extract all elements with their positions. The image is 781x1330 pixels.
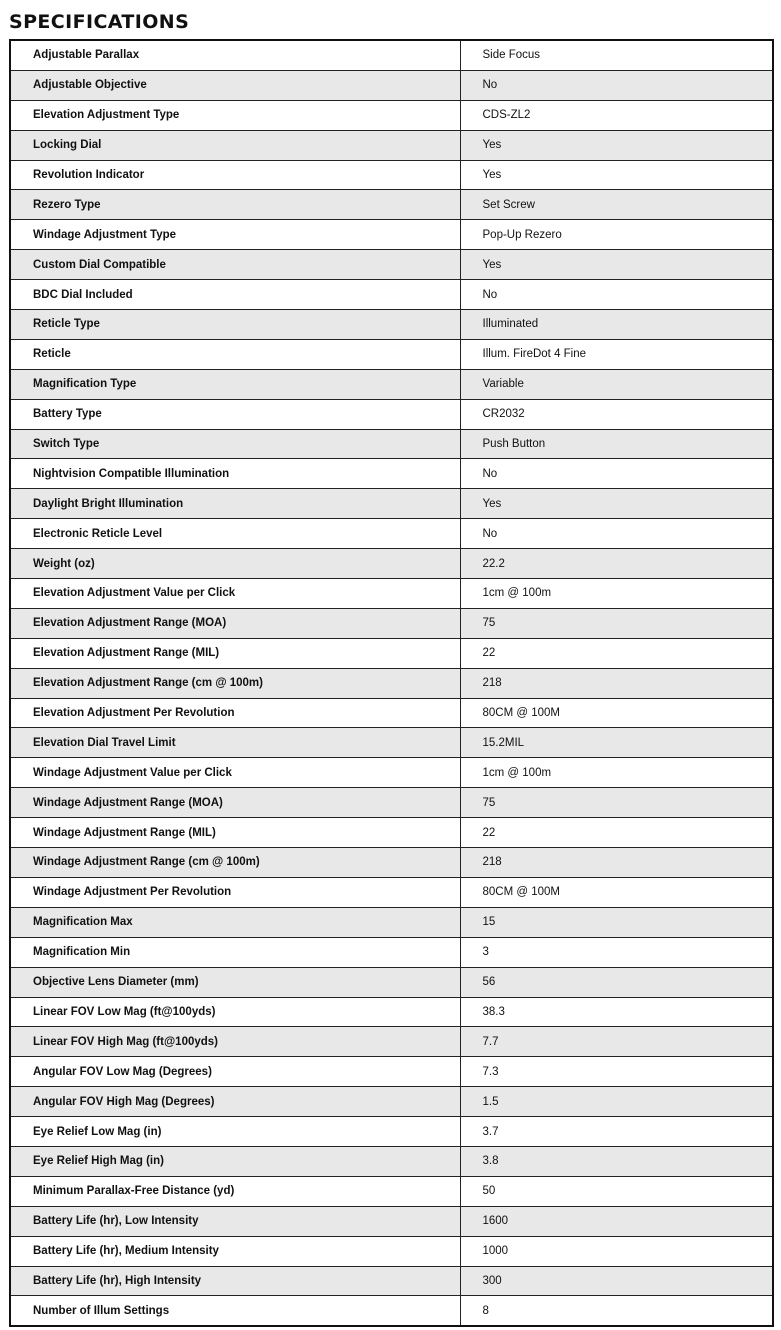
table-row xyxy=(10,310,773,340)
spec-label: Electronic Reticle Level xyxy=(10,519,460,549)
spec-label: Magnification Max xyxy=(10,907,460,937)
spec-value: Yes xyxy=(460,130,773,160)
table-row xyxy=(10,339,773,369)
table-row xyxy=(10,818,773,848)
table-row xyxy=(10,220,773,250)
table-row xyxy=(10,758,773,788)
spec-label: Objective Lens Diameter (mm) xyxy=(10,967,460,997)
spec-label: Battery Life (hr), High Intensity xyxy=(10,1266,460,1296)
spec-value: Yes xyxy=(460,160,773,190)
spec-label: BDC Dial Included xyxy=(10,280,460,310)
table-row xyxy=(10,70,773,100)
table-row xyxy=(10,1057,773,1087)
table-row xyxy=(10,877,773,907)
spec-label: Revolution Indicator xyxy=(10,160,460,190)
table-row xyxy=(10,519,773,549)
spec-value: Set Screw xyxy=(460,190,773,220)
table-row xyxy=(10,1206,773,1236)
spec-value: 56 xyxy=(460,967,773,997)
spec-label: Elevation Adjustment Value per Click xyxy=(10,579,460,609)
spec-value: 80CM @ 100M xyxy=(460,877,773,907)
table-row xyxy=(10,907,773,937)
spec-label: Number of Illum Settings xyxy=(10,1296,460,1326)
spec-label: Windage Adjustment Range (cm @ 100m) xyxy=(10,848,460,878)
spec-label: Battery Type xyxy=(10,399,460,429)
spec-value: 1cm @ 100m xyxy=(460,579,773,609)
spec-value: 1000 xyxy=(460,1236,773,1266)
spec-value: 3.8 xyxy=(460,1146,773,1176)
section-title: SPECIFICATIONS xyxy=(9,11,190,33)
spec-value: Pop-Up Rezero xyxy=(460,220,773,250)
spec-value: 1cm @ 100m xyxy=(460,758,773,788)
spec-label: Linear FOV High Mag (ft@100yds) xyxy=(10,1027,460,1057)
table-row xyxy=(10,967,773,997)
spec-value: 7.3 xyxy=(460,1057,773,1087)
table-row xyxy=(10,668,773,698)
spec-value: 7.7 xyxy=(460,1027,773,1057)
spec-value: 38.3 xyxy=(460,997,773,1027)
spec-value: Variable xyxy=(460,369,773,399)
table-row xyxy=(10,1266,773,1296)
spec-value: CR2032 xyxy=(460,399,773,429)
spec-label: Eye Relief High Mag (in) xyxy=(10,1146,460,1176)
specifications-table-body xyxy=(10,40,773,1326)
spec-label: Weight (oz) xyxy=(10,549,460,579)
table-row xyxy=(10,250,773,280)
table-row xyxy=(10,489,773,519)
spec-value: No xyxy=(460,459,773,489)
spec-value: No xyxy=(460,519,773,549)
spec-value: 8 xyxy=(460,1296,773,1326)
spec-label: Eye Relief Low Mag (in) xyxy=(10,1117,460,1147)
spec-label: Windage Adjustment Type xyxy=(10,220,460,250)
spec-label: Elevation Dial Travel Limit xyxy=(10,728,460,758)
table-row xyxy=(10,1117,773,1147)
table-row xyxy=(10,429,773,459)
spec-label: Elevation Adjustment Range (MIL) xyxy=(10,638,460,668)
spec-label: Elevation Adjustment Range (MOA) xyxy=(10,608,460,638)
spec-label: Windage Adjustment Range (MOA) xyxy=(10,788,460,818)
table-row xyxy=(10,728,773,758)
spec-value: 218 xyxy=(460,848,773,878)
spec-value: 3.7 xyxy=(460,1117,773,1147)
spec-value: 15.2MIL xyxy=(460,728,773,758)
spec-label: Locking Dial xyxy=(10,130,460,160)
spec-label: Angular FOV High Mag (Degrees) xyxy=(10,1087,460,1117)
spec-value: 300 xyxy=(460,1266,773,1296)
spec-label: Battery Life (hr), Low Intensity xyxy=(10,1206,460,1236)
spec-value: Illuminated xyxy=(460,310,773,340)
table-row xyxy=(10,280,773,310)
spec-label: Angular FOV Low Mag (Degrees) xyxy=(10,1057,460,1087)
spec-label: Elevation Adjustment Type xyxy=(10,100,460,130)
spec-label: Windage Adjustment Range (MIL) xyxy=(10,818,460,848)
table-row xyxy=(10,848,773,878)
spec-label: Windage Adjustment Value per Click xyxy=(10,758,460,788)
spec-label: Windage Adjustment Per Revolution xyxy=(10,877,460,907)
spec-label: Custom Dial Compatible xyxy=(10,250,460,280)
spec-label: Battery Life (hr), Medium Intensity xyxy=(10,1236,460,1266)
spec-value: 1.5 xyxy=(460,1087,773,1117)
spec-value: CDS-ZL2 xyxy=(460,100,773,130)
spec-label: Rezero Type xyxy=(10,190,460,220)
spec-label: Reticle xyxy=(10,339,460,369)
spec-value: Push Button xyxy=(460,429,773,459)
table-row xyxy=(10,190,773,220)
table-row xyxy=(10,937,773,967)
spec-value: 218 xyxy=(460,668,773,698)
spec-value: 1600 xyxy=(460,1206,773,1236)
table-row xyxy=(10,459,773,489)
specifications-table xyxy=(9,39,774,1327)
table-row xyxy=(10,1087,773,1117)
spec-label: Daylight Bright Illumination xyxy=(10,489,460,519)
spec-value: 22 xyxy=(460,638,773,668)
spec-value: 75 xyxy=(460,608,773,638)
table-row xyxy=(10,608,773,638)
spec-label: Elevation Adjustment Range (cm @ 100m) xyxy=(10,668,460,698)
table-row xyxy=(10,1176,773,1206)
table-row xyxy=(10,698,773,728)
spec-label: Magnification Type xyxy=(10,369,460,399)
table-row xyxy=(10,1236,773,1266)
table-row xyxy=(10,40,773,70)
spec-value: Side Focus xyxy=(460,40,773,70)
table-row xyxy=(10,997,773,1027)
spec-value: 15 xyxy=(460,907,773,937)
spec-label: Minimum Parallax-Free Distance (yd) xyxy=(10,1176,460,1206)
table-row xyxy=(10,1296,773,1326)
table-row xyxy=(10,369,773,399)
table-row xyxy=(10,1146,773,1176)
spec-label: Adjustable Parallax xyxy=(10,40,460,70)
table-row xyxy=(10,100,773,130)
table-row xyxy=(10,399,773,429)
spec-value: No xyxy=(460,280,773,310)
table-row xyxy=(10,788,773,818)
spec-value: 3 xyxy=(460,937,773,967)
table-row xyxy=(10,160,773,190)
spec-value: 22 xyxy=(460,818,773,848)
spec-value: Illum. FireDot 4 Fine xyxy=(460,339,773,369)
spec-label: Switch Type xyxy=(10,429,460,459)
spec-label: Magnification Min xyxy=(10,937,460,967)
spec-value: 22.2 xyxy=(460,549,773,579)
spec-label: Reticle Type xyxy=(10,310,460,340)
table-row xyxy=(10,130,773,160)
spec-label: Elevation Adjustment Per Revolution xyxy=(10,698,460,728)
spec-label: Linear FOV Low Mag (ft@100yds) xyxy=(10,997,460,1027)
table-row xyxy=(10,1027,773,1057)
spec-label: Nightvision Compatible Illumination xyxy=(10,459,460,489)
spec-value: 80CM @ 100M xyxy=(460,698,773,728)
spec-label: Adjustable Objective xyxy=(10,70,460,100)
spec-value: 50 xyxy=(460,1176,773,1206)
spec-value: No xyxy=(460,70,773,100)
spec-value: 75 xyxy=(460,788,773,818)
table-row xyxy=(10,579,773,609)
table-row xyxy=(10,549,773,579)
spec-value: Yes xyxy=(460,250,773,280)
spec-value: Yes xyxy=(460,489,773,519)
table-row xyxy=(10,638,773,668)
